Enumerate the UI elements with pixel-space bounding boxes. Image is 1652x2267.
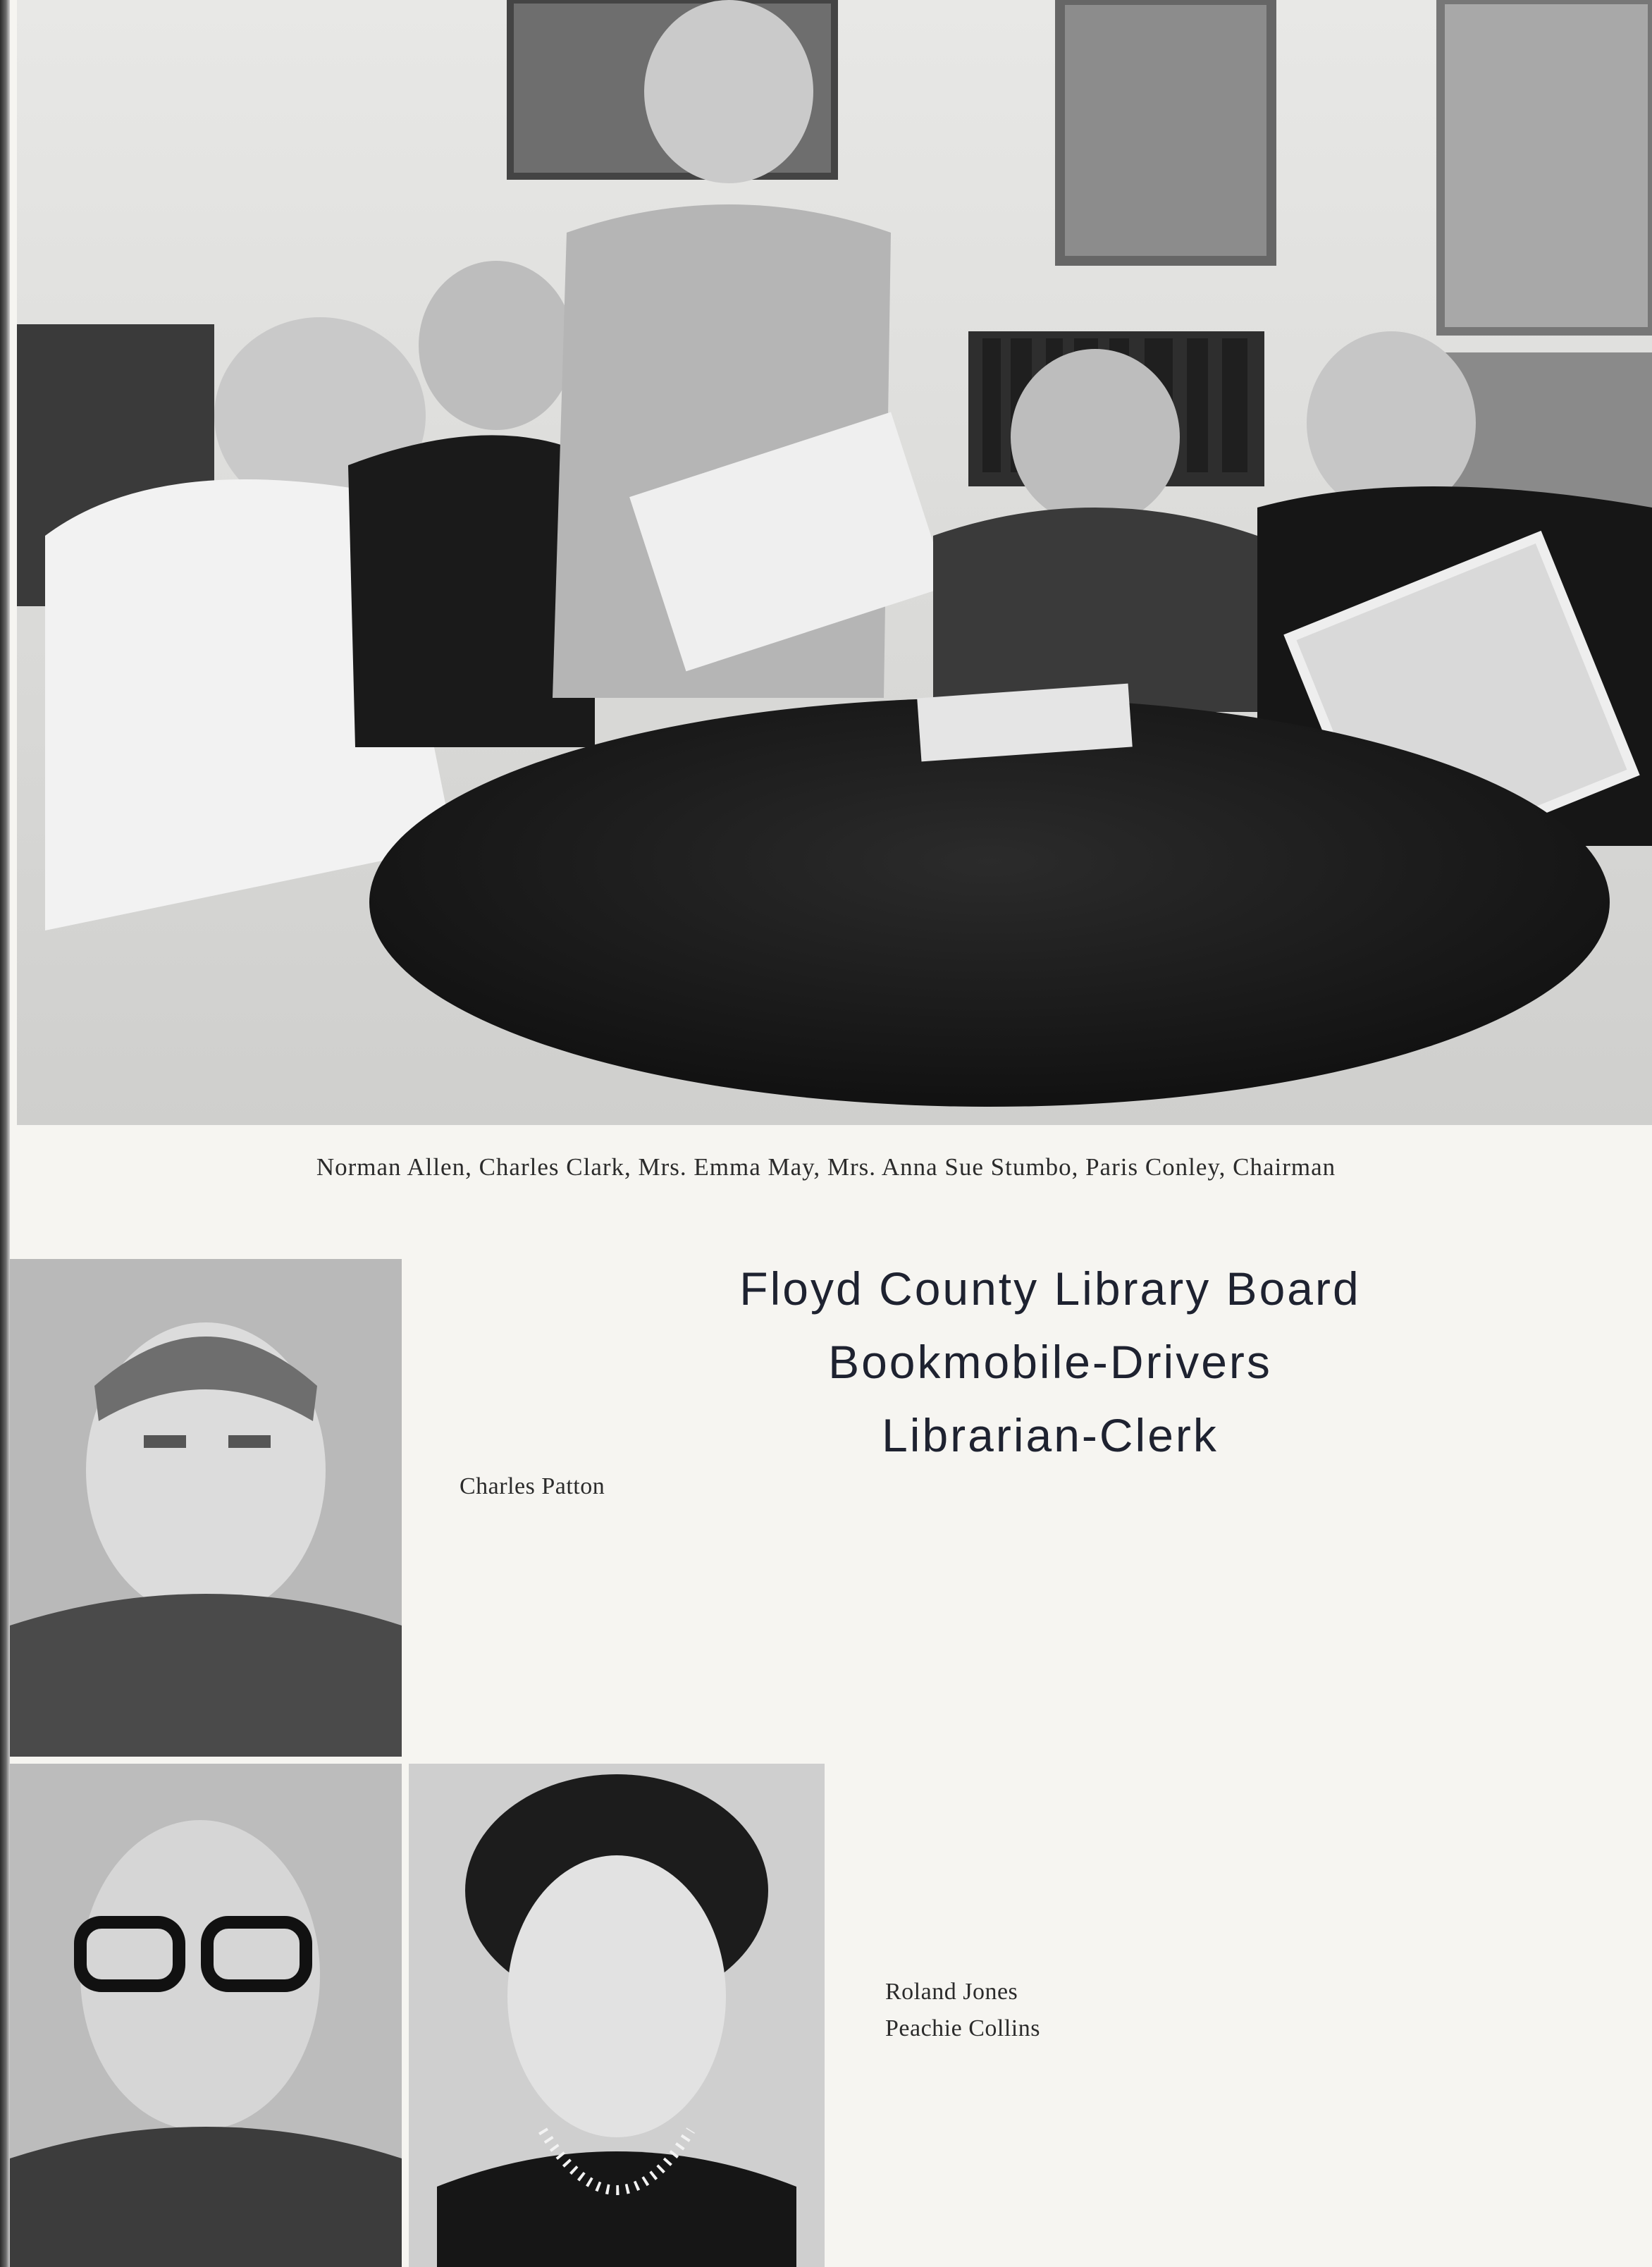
names-jones-collins bbox=[885, 1974, 1040, 2047]
portrait-roland-jones bbox=[10, 1764, 402, 2267]
name-charles-patton: Charles Patton bbox=[460, 1473, 605, 1499]
title-line-library-board: Floyd County Library Board bbox=[739, 1262, 1361, 1315]
page-binding-edge bbox=[0, 0, 10, 2267]
name-roland-jones: Roland Jones bbox=[885, 1979, 1018, 2005]
portrait-man-glasses-icon bbox=[10, 1764, 402, 2267]
page-title bbox=[634, 1252, 1466, 1472]
name-peachie-collins: Peachie Collins bbox=[885, 2015, 1040, 2041]
title-line-bookmobile-drivers: Bookmobile-Drivers bbox=[828, 1336, 1272, 1388]
portrait-man-icon bbox=[10, 1259, 402, 1757]
group-photo bbox=[17, 0, 1652, 1125]
title-line-librarian-clerk: Librarian-Clerk bbox=[882, 1409, 1219, 1461]
portrait-peachie-collins bbox=[409, 1764, 825, 2267]
portrait-charles-patton bbox=[10, 1259, 402, 1757]
group-photo-icon bbox=[17, 0, 1652, 1125]
group-photo-caption: Norman Allen, Charles Clark, Mrs. Emma May, Mrs. Anna Sue Stumbo, Paris Conley, Chairman bbox=[316, 1153, 1336, 1181]
portrait-woman-icon bbox=[409, 1764, 825, 2267]
